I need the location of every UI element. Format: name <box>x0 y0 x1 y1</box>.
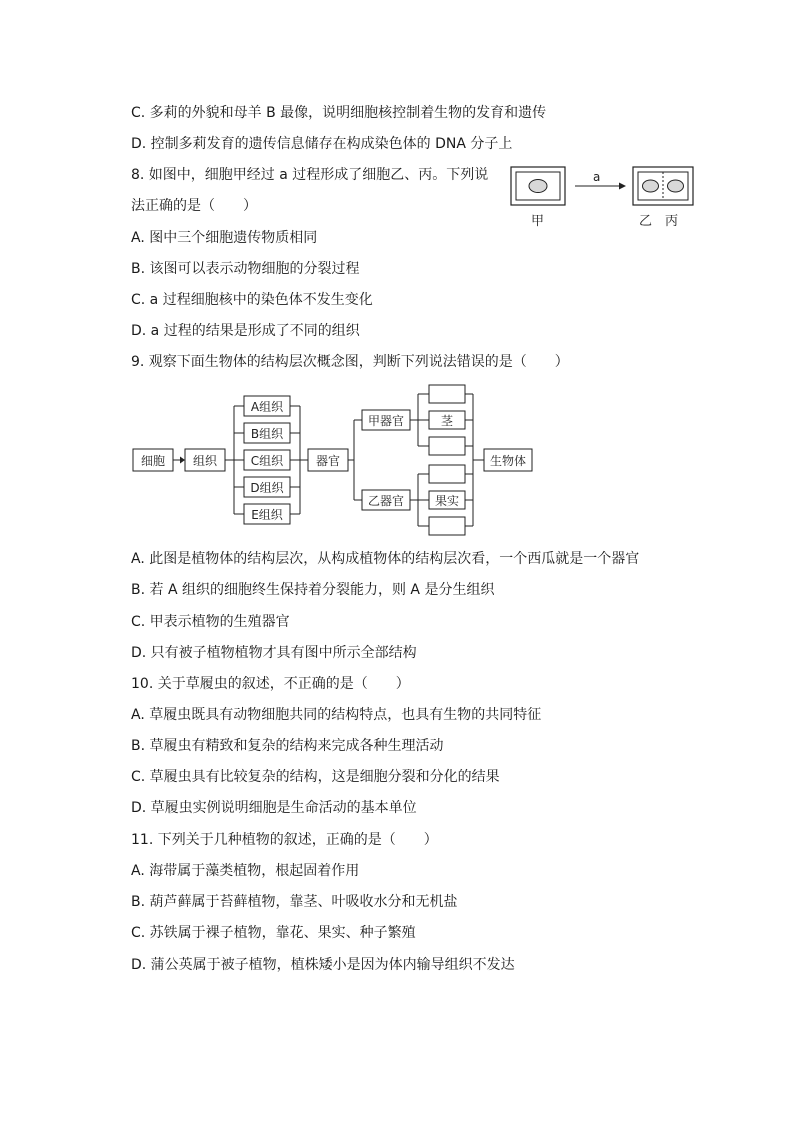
cells-yi-bing <box>633 167 693 205</box>
q10-option-b: B. 草履虫有精致和复杂的结构来完成各种生理活动 <box>131 738 444 754</box>
q11-option-b: B. 葫芦藓属于苔藓植物，靠茎、叶吸收水分和无机盐 <box>131 894 458 910</box>
label-cell: 细胞 <box>140 454 166 468</box>
label-tissue-a: A组织 <box>250 400 284 414</box>
q11-option-d: D. 蒲公英属于被子植物，植株矮小是因为体内输导组织不发达 <box>131 957 515 973</box>
label-tissue-b: B组织 <box>250 427 284 441</box>
box-yi-child-1 <box>429 465 465 483</box>
label-tissue-d: D组织 <box>250 481 284 495</box>
process-arrow <box>575 183 626 190</box>
q9-option-c: C. 甲表示植物的生殖器官 <box>131 614 290 630</box>
cell-jia <box>511 167 565 205</box>
label-organism: 生物体 <box>489 454 527 468</box>
label-tissue: 组织 <box>192 454 218 468</box>
q8-option-d: D. a 过程的结果是形成了不同的组织 <box>131 323 360 339</box>
q7-option-c: C. 多莉的外貌和母羊 B 最像，说明细胞核控制着生物的发育和遗传 <box>131 105 547 121</box>
label-jia-child-2: 茎 <box>440 414 454 428</box>
q8-stem-line2: 法正确的是（ ） <box>131 198 257 214</box>
box-jia-child-1 <box>429 385 465 403</box>
q10-option-c: C. 草履虫具有比较复杂的结构，这是细胞分裂和分化的结果 <box>131 769 500 785</box>
box-jia-child-3 <box>429 437 465 455</box>
label-organ-yi: 乙器官 <box>367 494 405 508</box>
box-yi-child-3 <box>429 517 465 535</box>
label-jia: 甲 <box>531 214 545 229</box>
q11-option-a: A. 海带属于藻类植物，根起固着作用 <box>131 863 360 879</box>
q8-option-a: A. 图中三个细胞遗传物质相同 <box>131 230 318 246</box>
q9-option-a: A. 此图是植物体的结构层次，从构成植物体的结构层次看，一个西瓜就是一个器官 <box>131 551 640 567</box>
structure-hierarchy-diagram <box>130 380 540 540</box>
label-bing: 丙 <box>665 214 679 229</box>
label-tissue-e: E组织 <box>251 508 283 522</box>
label-organ-jia: 甲器官 <box>367 414 405 428</box>
label-yi-child-2: 果实 <box>434 494 460 508</box>
q10-option-a: A. 草履虫既具有动物细胞共同的结构特点，也具有生物的共同特征 <box>131 707 542 723</box>
q11-stem: 11. 下列关于几种植物的叙述，正确的是（ ） <box>131 832 438 848</box>
q7-option-d: D. 控制多莉发育的遗传信息储存在构成染色体的 DNA 分子上 <box>131 136 513 152</box>
q10-stem: 10. 关于草履虫的叙述，不正确的是（ ） <box>131 676 410 692</box>
process-label: a <box>593 170 601 184</box>
q9-option-d: D. 只有被子植物植物才具有图中所示全部结构 <box>131 645 417 661</box>
q8-stem-line1: 8. 如图中，细胞甲经过 a 过程形成了细胞乙、丙。下列说 <box>131 167 489 183</box>
q10-option-d: D. 草履虫实例说明细胞是生命活动的基本单位 <box>131 800 417 816</box>
q8-option-c: C. a 过程细胞核中的染色体不发生变化 <box>131 292 373 308</box>
q9-option-b: B. 若 A 组织的细胞终生保持着分裂能力，则 A 是分生组织 <box>131 582 495 598</box>
label-tissue-c: C组织 <box>250 454 284 468</box>
q11-option-c: C. 苏铁属于裸子植物，靠花、果实、种子繁殖 <box>131 925 416 941</box>
cell-division-diagram <box>505 160 705 232</box>
label-yi: 乙 <box>639 214 653 229</box>
q9-stem: 9. 观察下面生物体的结构层次概念图，判断下列说法错误的是（ ） <box>131 354 569 370</box>
label-organ: 器官 <box>315 454 341 468</box>
q8-option-b: B. 该图可以表示动物细胞的分裂过程 <box>131 261 360 277</box>
